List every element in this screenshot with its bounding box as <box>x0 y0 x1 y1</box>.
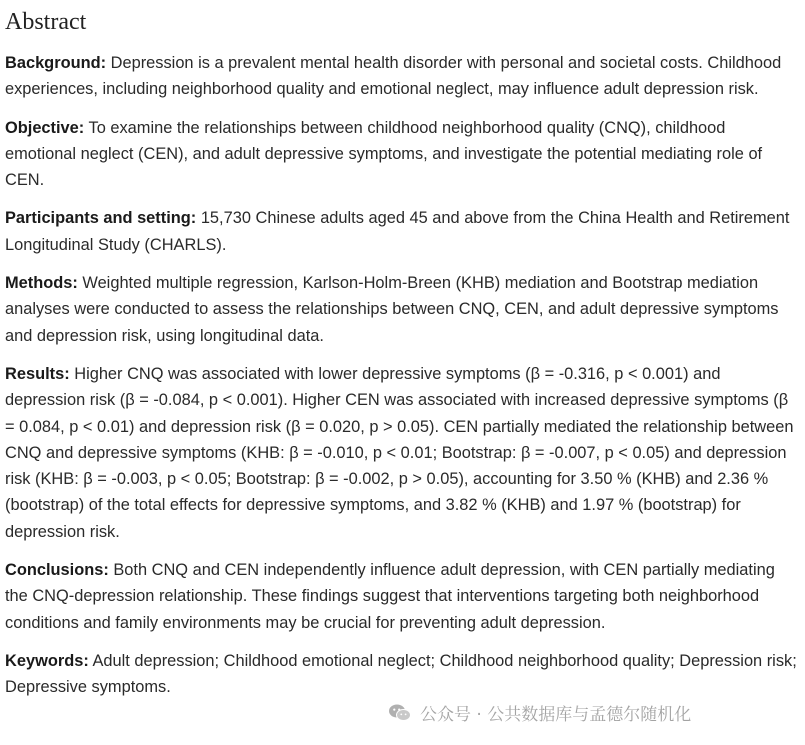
section-results <box>5 361 800 545</box>
section-text: Weighted multiple regression, Karlson-Holm-Breen (KHB) mediation and Bootstrap mediation analyses were conducted to assess the relationships between CNQ, CEN, and adult depressive symptoms and depression risk, using longitudinal data. <box>5 274 779 345</box>
section-text: Depression is a prevalent mental health disorder with personal and societal costs. Childhood experiences, including neighborhood quality and emotional neglect, may influence adult depression risk. <box>5 54 782 99</box>
watermark <box>388 700 691 725</box>
section-label: Participants and setting: <box>5 209 197 228</box>
section-methods <box>5 270 800 349</box>
section-text: 15,730 Chinese adults aged 45 and above from the China Health and Retirement Longitudinal Study (CHARLS). <box>5 209 790 254</box>
section-objective <box>5 115 800 194</box>
abstract-title: Abstract <box>5 9 87 35</box>
section-text: Both CNQ and CEN independently influence adult depression, with CEN partially mediating the CNQ-depression relationship. These findings suggest that interventions targeting both neighborhood conditions and family environments may be crucial for preventing adult depression. <box>5 561 775 632</box>
wechat-icon <box>388 703 412 723</box>
section-background <box>5 50 800 103</box>
section-text: Adult depression; Childhood emotional neglect; Childhood neighborhood quality; Depression risk; Depressive symptoms. <box>5 651 797 697</box>
watermark-text: 公众号 · 公共数据库与孟德尔随机化 <box>420 705 692 725</box>
section-label: Objective: <box>5 118 85 137</box>
section-label: Conclusions: <box>5 561 109 580</box>
section-label: Methods: <box>5 274 78 293</box>
section-text: Higher CNQ was associated with lower depressive symptoms (β = -0.316, p < 0.001) and depression risk (β = -0.084, p < 0.001). Higher CEN was associated with increased depressive symptoms (β = 0.084, p < 0.01) and depression risk (β = 0.020, p > 0.05). CEN partially mediated the relationship between CNQ and depressive symptoms (KHB: β = -0.010, p < 0.01; Bootstrap: β = -0.007, p < 0.05) and depression risk (KHB: β = -0.003, p < 0.05; Bootstrap: β = -0.002, p > 0.05), accounting for 3.50 % (KHB) and 2.36 % (bootstrap) of the total effects for depressive symptoms, and 3.82 % (KHB) and 1.97 % (bootstrap) for depression risk. <box>5 364 794 541</box>
abstract <box>5 6 800 713</box>
section-keywords <box>5 648 800 701</box>
section-label: Results: <box>5 364 70 383</box>
section-label: Keywords: <box>5 651 89 670</box>
section-participants <box>5 205 800 258</box>
section-conclusions <box>5 557 800 636</box>
section-label: Background: <box>5 54 107 72</box>
section-text: To examine the relationships between childhood neighborhood quality (CNQ), childhood emotional neglect (CEN), and adult depressive symptoms, and investigate the potential mediating role of CEN. <box>5 118 763 190</box>
